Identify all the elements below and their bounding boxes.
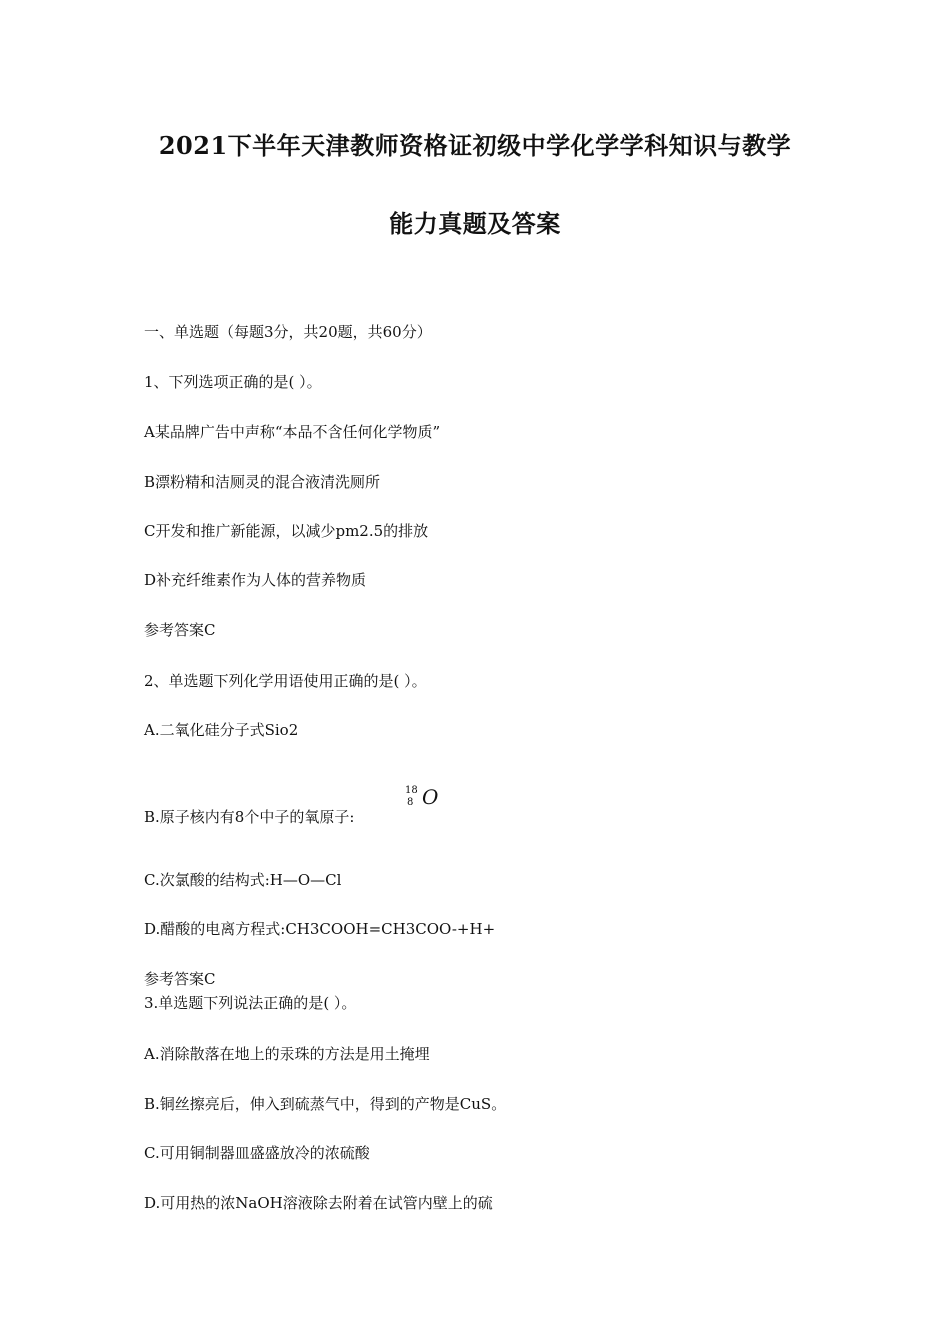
question-3-option-b: B.铜丝擦亮后，伸入到硫蒸气中，得到的产物是CuS。 — [144, 1095, 507, 1113]
question-3-option-d: D.可用热的浓NaOH溶液除去附着在试管内壁上的硫 — [144, 1194, 493, 1212]
oxygen-18-isotope-notation — [405, 786, 445, 814]
isotope-element-symbol: O — [422, 785, 439, 809]
isotope-atomic-number: 8 — [407, 797, 414, 808]
question-1-option-b: B漂粉精和洁厕灵的混合液清洗厕所 — [144, 473, 381, 491]
question-2-stem: 2、单选题下列化学用语使用正确的是( ）。 — [144, 672, 427, 690]
question-2-option-d: D.醋酸的电离方程式:CH3COOH=CH3COO-+H+ — [144, 920, 496, 938]
question-1-option-a: A某品牌广告中声称“本品不含任何化学物质” — [144, 423, 441, 441]
question-1-answer: 参考答案C — [144, 621, 216, 639]
document-title-line-1: 2021下半年天津教师资格证初级中学化学学科知识与教学 — [158, 131, 792, 160]
question-2-option-a: A.二氧化硅分子式Sio2 — [144, 721, 299, 739]
question-1-stem: 1、下列选项正确的是( ）。 — [144, 373, 322, 391]
question-3-option-a: A.消除散落在地上的汞珠的方法是用土掩埋 — [144, 1045, 430, 1063]
section-header: 一、单选题（每题3分，共20题，共60分） — [144, 323, 432, 341]
question-3-stem: 3.单选题下列说法正确的是( ）。 — [144, 994, 357, 1012]
document-title-line-2: 能力真题及答案 — [389, 209, 561, 238]
question-2-option-b: B.原子核内有8个中子的氧原子: — [144, 808, 355, 826]
question-1-option-c: C开发和推广新能源，以减少pm2.5的排放 — [144, 522, 429, 540]
question-3-option-c: C.可用铜制器皿盛盛放冷的浓硫酸 — [144, 1144, 370, 1162]
isotope-mass-number: 18 — [405, 785, 418, 796]
question-2-answer: 参考答案C — [144, 970, 216, 988]
question-1-option-d: D补充纤维素作为人体的营养物质 — [144, 571, 367, 589]
question-2-option-c: C.次氯酸的结构式:H—O—Cl — [144, 871, 342, 889]
